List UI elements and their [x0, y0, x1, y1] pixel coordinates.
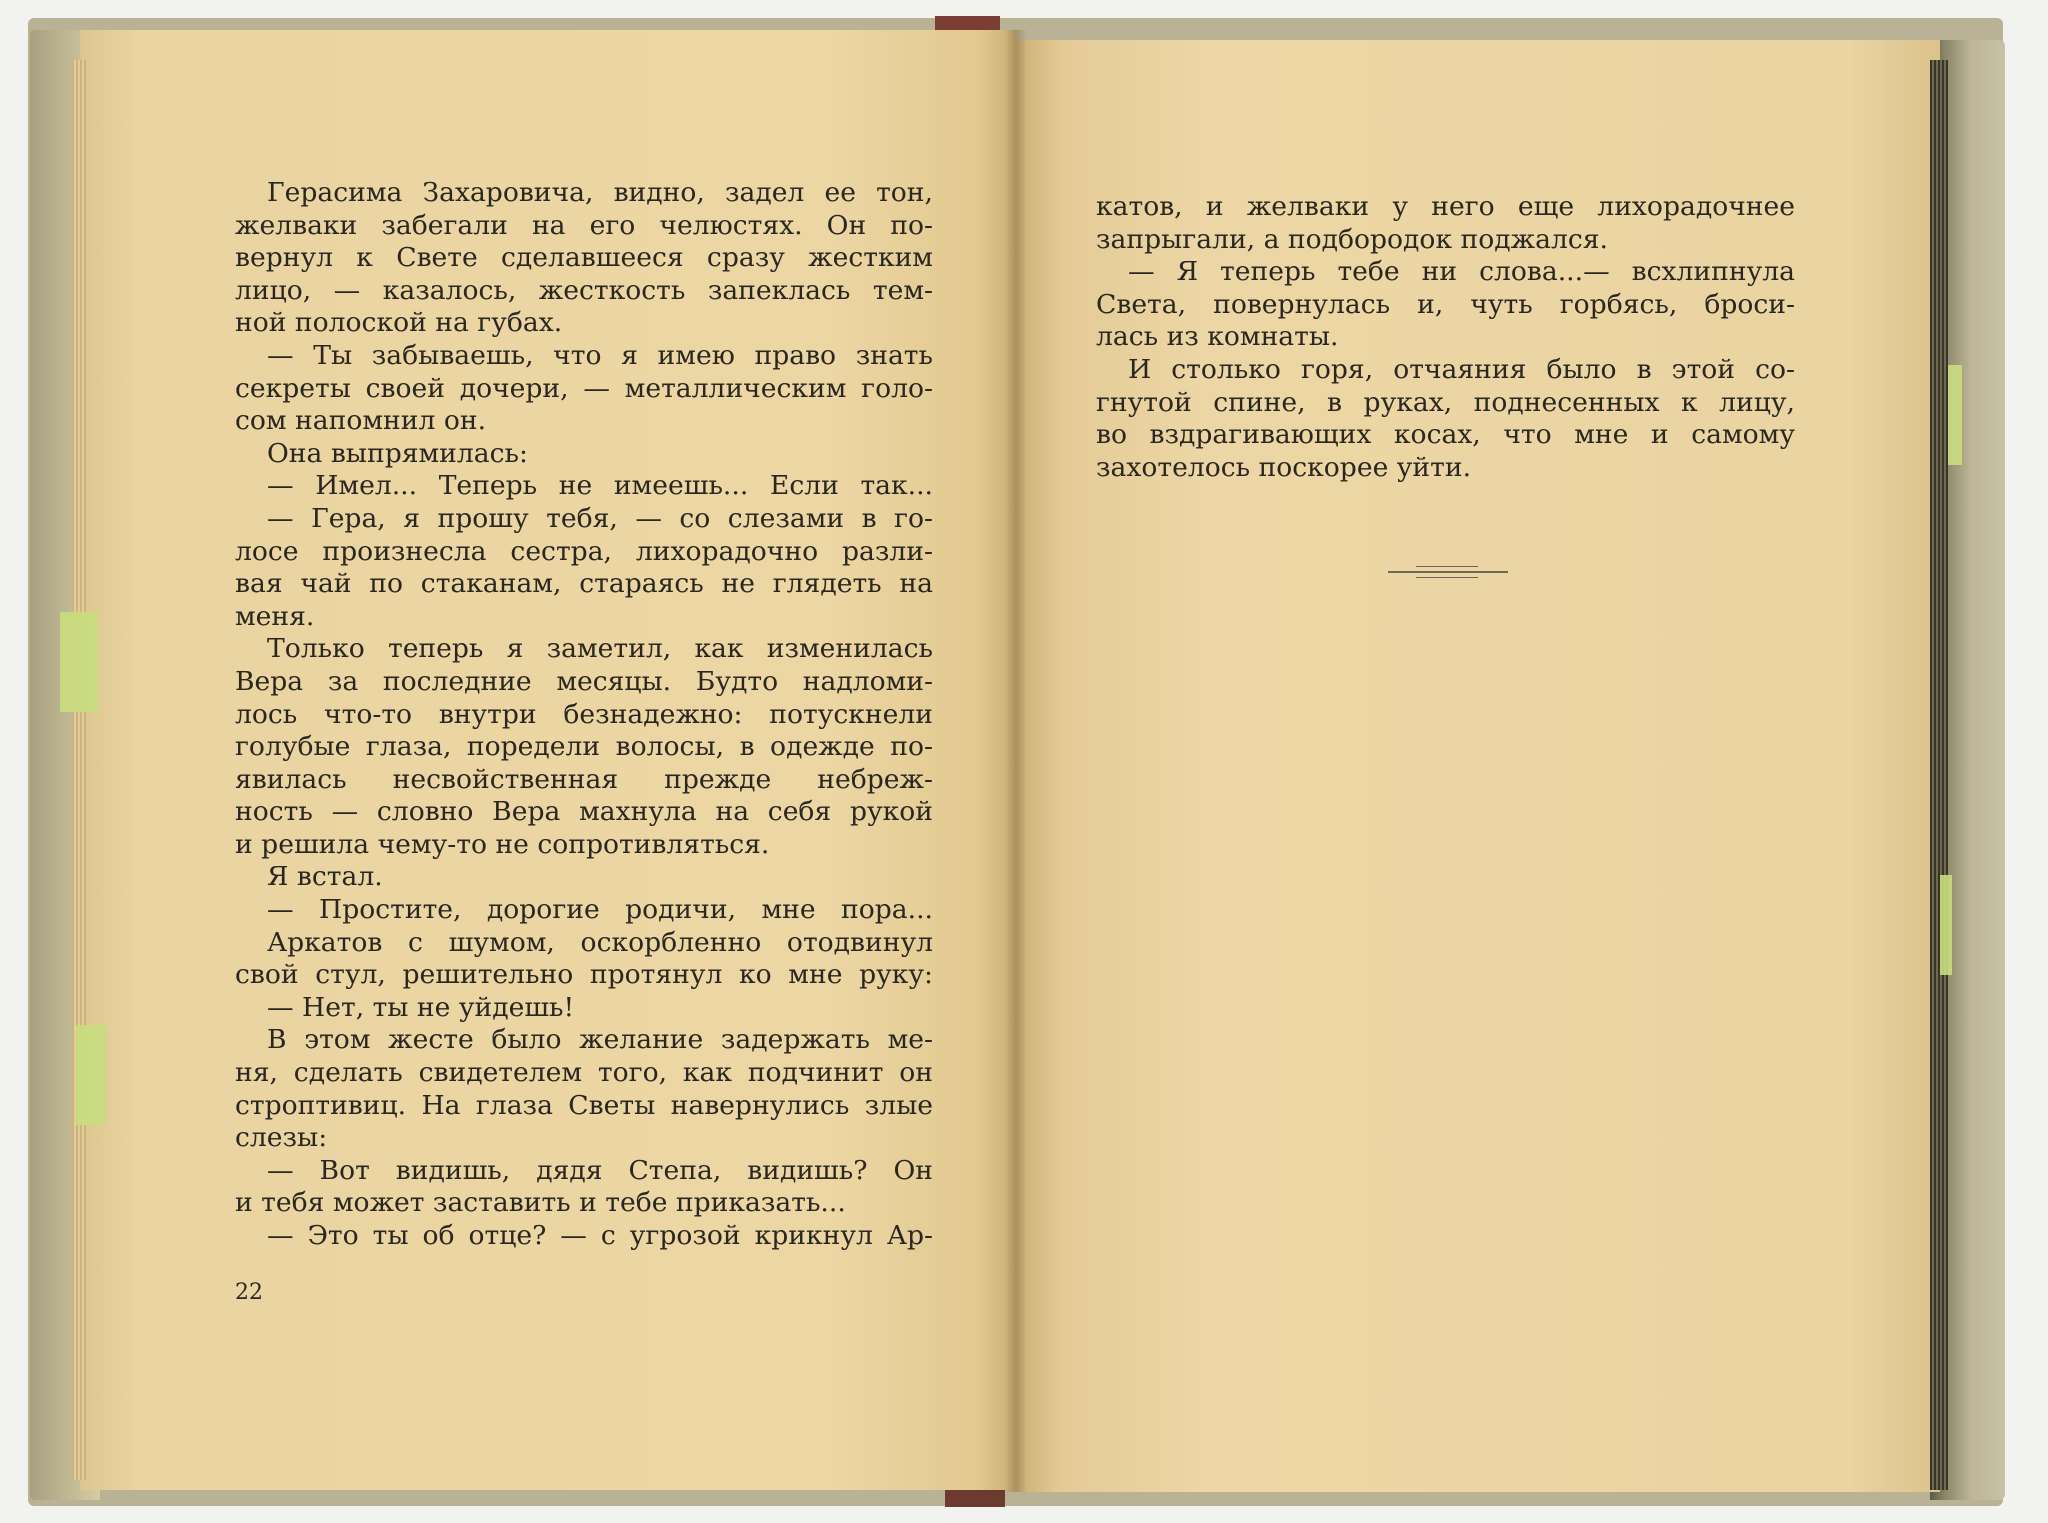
text-line: ной полоской на губах.	[235, 307, 563, 339]
text-line: вернул к Свете сделавшееся сразу жестким	[235, 242, 933, 274]
text-line: желваки забегали на его челюстях. Он по-	[235, 209, 933, 241]
text-line: захотелось поскорее уйти.	[1096, 451, 1472, 483]
text-line: Света, повернулась и, чуть горбясь, броси-	[1096, 288, 1795, 320]
text-line: строптивиц. На глаза Светы навернулись злые	[235, 1089, 933, 1121]
text-line: секреты своей дочери, — металлическим голо-	[235, 372, 933, 404]
right-page-edges	[1930, 60, 1948, 1490]
text-line: Аркатов с шумом, оскорбленно отодвинул	[267, 926, 933, 958]
bookmark-tab	[1948, 365, 1962, 465]
text-line: Она выпрямилась:	[267, 437, 528, 469]
text-line: И столько горя, отчаяния было в этой со-	[1128, 353, 1795, 385]
text-line: и тебя может заставить и тебе приказать...	[235, 1187, 846, 1219]
text-line: — Ты забываешь, что я имею право знать	[267, 339, 933, 371]
text-line: — Вот видишь, дядя Степа, видишь? Он	[267, 1154, 933, 1186]
text-line: — Гера, я прошу тебя, — со слезами в го-	[267, 502, 933, 534]
text-line: ня, сделать свидетелем того, как подчинит он	[235, 1057, 933, 1089]
text-line: во вздрагивающих косах, что мне и самому	[1096, 419, 1795, 451]
divider-rule	[1388, 571, 1508, 573]
bookmark-tab	[60, 612, 98, 712]
text-line: лась из комнаты.	[1096, 321, 1339, 353]
bookmark-tab	[76, 1025, 106, 1125]
text-line: меня.	[235, 600, 315, 632]
text-line: вая чай по стаканам, стараясь не глядеть на	[235, 568, 933, 600]
text-line: — Простите, дорогие родичи, мне пора...	[267, 894, 933, 926]
text-line: катов, и желваки у него еще лихорадочнее	[1096, 191, 1795, 222]
text-line: Только теперь я заметил, как изменилась	[267, 633, 933, 665]
text-line: сом напомнил он.	[235, 405, 487, 437]
divider-rule	[1416, 566, 1478, 567]
text-line: лицо, — казалось, жесткость запеклась тем-	[235, 274, 933, 306]
text-line: запрыгали, а подбородок поджался.	[1096, 223, 1608, 255]
text-line: — Нет, ты не уйдешь!	[267, 991, 575, 1023]
divider-rule	[1416, 577, 1478, 578]
page-number: 22	[235, 1280, 263, 1305]
book-gutter	[1005, 30, 1027, 1492]
left-page-edges	[72, 60, 86, 1480]
text-line: гнутой спине, в руках, поднесенных к лицу,	[1096, 386, 1795, 418]
text-line: Вера за последние месяцы. Будто надломи-	[235, 665, 933, 697]
section-divider-ornament	[1388, 565, 1508, 581]
text-line: явилась несвойственная прежде небреж-	[235, 763, 933, 795]
text-line: — Имел... Теперь не имеешь... Если так...	[267, 470, 933, 502]
bookmark-tab	[1940, 875, 1952, 975]
text-line: лосе произнесла сестра, лихорадочно разли-	[235, 535, 933, 567]
text-line: голубые глаза, поредели волосы, в одежде по-	[235, 731, 933, 763]
text-line: — Это ты об отце? — с угрозой крикнул Ар-	[267, 1220, 933, 1251]
text-line: и решила чему-то не сопротивляться.	[235, 828, 770, 860]
text-line: В этом жесте было желание задержать ме-	[267, 1024, 933, 1056]
text-line: свой стул, решительно протянул ко мне руку:	[235, 959, 933, 991]
text-line: лось что-то внутри безнадежно: потускнели	[235, 698, 933, 730]
text-line: Герасима Захаровича, видно, задел ее тон,	[267, 177, 933, 208]
left-page-text	[235, 177, 933, 1253]
text-line: Я встал.	[267, 861, 383, 893]
text-line: слезы:	[235, 1122, 328, 1154]
text-line: — Я теперь тебе ни слова...— всхлипнула	[1128, 256, 1795, 288]
text-line: ность — словно Вера махнула на себя рукой	[235, 796, 933, 828]
right-page-text	[1096, 191, 1795, 484]
